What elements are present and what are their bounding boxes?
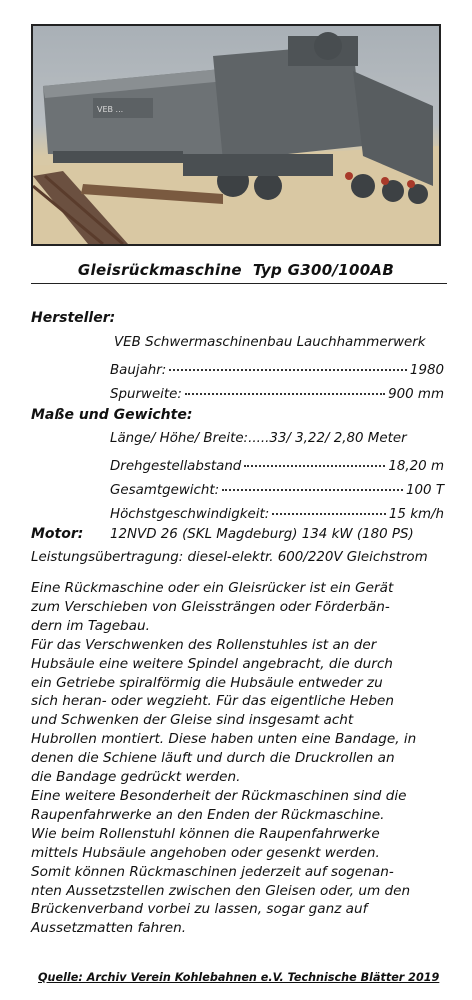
drehgestell-label: Drehgestellabstand xyxy=(110,459,242,475)
paragraph-line: Eine Rückmaschine oder ein Gleisrücker ist ein Gerät xyxy=(31,580,394,596)
baujahr-value: 1980 xyxy=(409,363,444,379)
photo-lettering: VEB ... xyxy=(97,105,124,114)
leader-dots xyxy=(222,476,403,491)
title-underline xyxy=(31,283,447,284)
hoechstgeschwindigkeit-row xyxy=(110,503,444,522)
hersteller-label: Hersteller: xyxy=(31,310,116,326)
page-title: Gleisrückmaschine Typ G300/100AB xyxy=(77,261,395,279)
paragraph-line: Für das Verschwenken des Rollenstuhles ist an der xyxy=(31,636,377,653)
motor-label: Motor: xyxy=(31,526,84,542)
hoechstgeschwindigkeit-label: Höchstgeschwindigkeit: xyxy=(110,507,270,523)
paragraph-line: sich heran- oder wegzieht. Für das eigentliche Heben xyxy=(31,693,394,710)
paragraph-line: und Schwenken der Gleise sind insgesamt acht xyxy=(31,712,354,729)
paragraph-line: Raupenfahrwerke an den Enden der Rückmaschine. xyxy=(31,806,385,823)
drehgestell-value: 18,20 m xyxy=(388,459,444,475)
machine-illustration xyxy=(33,26,439,244)
source-citation: Quelle: Archiv Verein Kohlebahnen e.V. Technische Blätter 2019 xyxy=(38,971,440,984)
paragraph-line: Eine weitere Besonderheit der Rückmaschinen sind die xyxy=(31,787,407,804)
leader-dots xyxy=(244,452,385,467)
masse-lhb: Länge/ Höhe/ Breite:.....33/ 3,22/ 2,80 Meter xyxy=(110,431,407,446)
paragraph-line: Somit können Rückmaschinen jederzeit auf sogenan- xyxy=(31,863,394,880)
paragraph-line: nten Aussetzstellen zwischen den Gleisen oder, um den xyxy=(31,882,411,899)
paragraph-line: Hubsäule eine weitere Spindel angebracht, die durch xyxy=(31,655,393,672)
paragraph-line: die Bandage gedrückt werden. xyxy=(31,769,241,786)
paragraph-line: dern im Tagebau. xyxy=(31,617,150,634)
leader-dots xyxy=(185,380,385,395)
hoechstgeschwindigkeit-value: 15 km/h xyxy=(388,507,444,523)
paragraph-line: zum Verschieben von Gleissträngen oder Förderbän- xyxy=(31,598,390,615)
hersteller-value: VEB Schwermaschinenbau Lauchhammerwerk xyxy=(114,335,426,350)
gesamtgewicht-value: 100 T xyxy=(406,483,444,499)
spurweite-label: Spurweite: xyxy=(110,387,182,403)
paragraph-line: ein Getriebe spiralförmig die Hubsäule entweder zu xyxy=(31,674,383,691)
masse-label: Maße und Gewichte: xyxy=(31,407,193,423)
spurweite-row xyxy=(110,383,444,402)
baujahr-row xyxy=(110,359,444,378)
paragraph-line: denen die Schiene läuft und durch die Druckrollen an xyxy=(31,750,395,767)
paragraph-line: Aussetzmatten fahren. xyxy=(31,920,187,937)
leader-dots xyxy=(169,356,407,371)
paragraph-line: Wie beim Rollenstuhl können die Raupenfahrwerke xyxy=(31,825,380,842)
gesamtgewicht-label: Gesamtgewicht: xyxy=(110,483,220,499)
paragraph-line: mittels Hubsäule angehoben oder gesenkt werden. xyxy=(31,844,380,861)
machine-photo xyxy=(31,24,441,246)
description-paragraph xyxy=(31,579,451,938)
motor-value: 12NVD 26 (SKL Magdeburg) 134 kW (180 PS) xyxy=(110,527,414,542)
paragraph-line: Hubrollen montiert. Diese haben unten eine Bandage, in xyxy=(31,731,417,748)
gesamtgewicht-row xyxy=(110,479,444,498)
drehgestell-row xyxy=(110,455,444,474)
spurweite-value: 900 mm xyxy=(388,387,444,403)
paragraph-line: Brückenverband vorbei zu lassen, sogar ganz auf xyxy=(31,901,368,918)
baujahr-label: Baujahr: xyxy=(110,363,167,379)
leader-dots xyxy=(272,500,386,515)
leistung-line: Leistungsübertragung: diesel-elektr. 600/220V Gleichstrom xyxy=(31,550,428,565)
